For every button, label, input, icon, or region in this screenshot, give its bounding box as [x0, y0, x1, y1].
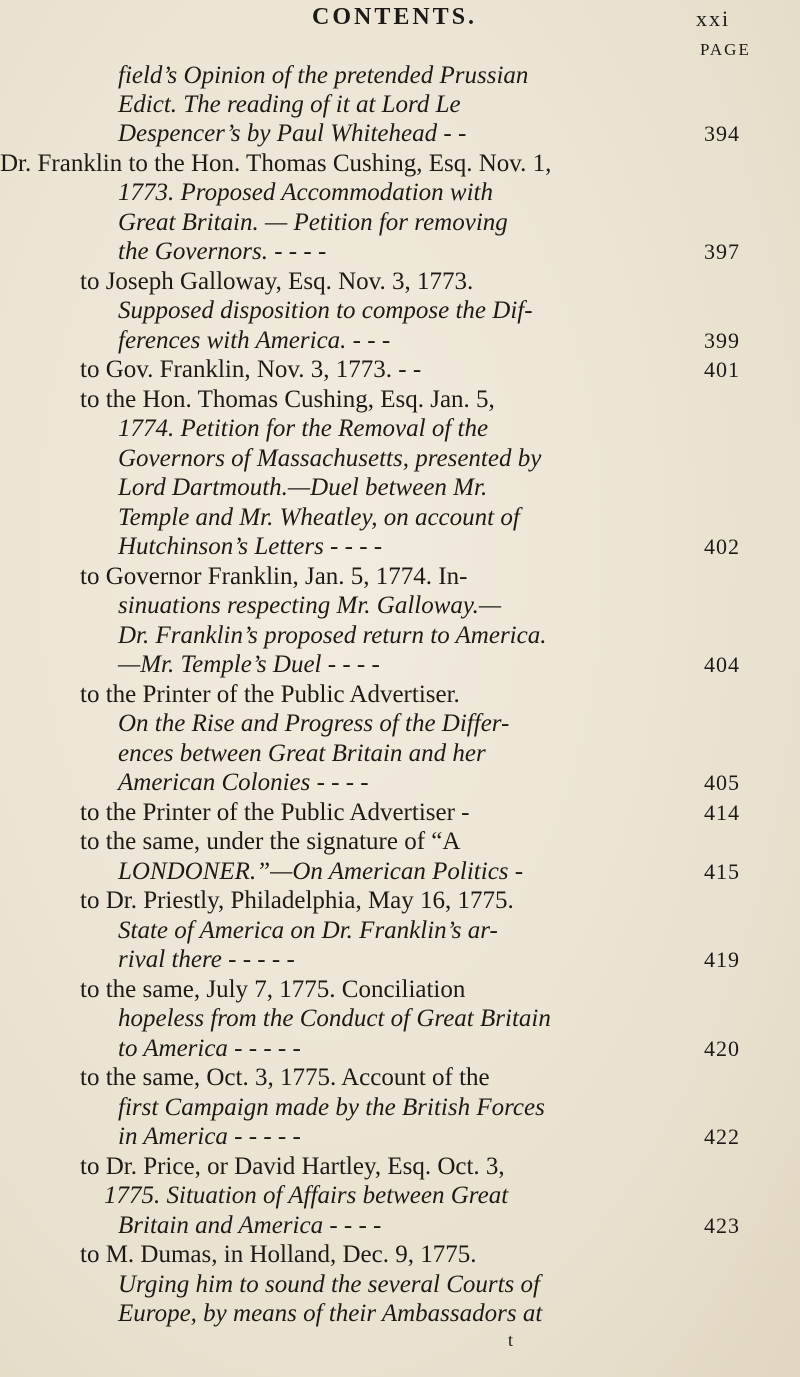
contents-line: Governors of Massachusetts, presented by [118, 445, 542, 472]
page-number: 394 [704, 121, 740, 146]
contents-line: to Dr. Price, or David Hartley, Esq. Oct. 3, [80, 1153, 505, 1180]
contents-line: Supposed disposition to compose the Dif- [118, 297, 533, 324]
contents-line: ferences with America. - - - [118, 327, 391, 354]
contents-line: State of America on Dr. Franklin’s ar- [118, 917, 498, 944]
folio-number: xxi [696, 6, 731, 31]
page-number: 401 [704, 357, 740, 382]
page-number: 423 [704, 1213, 740, 1238]
page-number: 397 [704, 239, 740, 264]
contents-line: to the same, Oct. 3, 1775. Account of the [80, 1064, 490, 1091]
running-title: CONTENTS. [312, 4, 478, 30]
contents-line: Great Britain. — Petition for removing [118, 209, 508, 236]
contents-line: the Governors. - - - - [118, 238, 327, 265]
contents-line: Dr. Franklin’s proposed return to America. [118, 622, 547, 649]
contents-line: Hutchinson’s Letters - - - - [118, 533, 383, 560]
contents-line: 1774. Petition for the Removal of the [118, 415, 489, 442]
contents-line: Dr. Franklin to the Hon. Thomas Cushing, Esq. Nov. 1, [0, 150, 552, 177]
contents-line: Lord Dartmouth.—Duel between Mr. [118, 474, 488, 501]
page-number: 415 [704, 859, 740, 884]
page-number: 419 [704, 947, 740, 972]
contents-line: to the Printer of the Public Advertiser. [80, 681, 460, 708]
contents-line: to Dr. Priestly, Philadelphia, May 16, 1775. [80, 887, 514, 914]
contents-line: to Governor Franklin, Jan. 5, 1774. In- [80, 563, 468, 590]
contents-line: 1775. Situation of Affairs between Great [104, 1182, 509, 1209]
page-column-label: PAGE [700, 40, 751, 59]
page-number: 422 [704, 1124, 740, 1149]
page-number: 414 [704, 800, 740, 825]
contents-line: 1773. Proposed Accommodation with [118, 179, 493, 206]
catchword-mark: t [508, 1330, 514, 1350]
contents-line: hopeless from the Conduct of Great Britain [118, 1005, 551, 1032]
running-head [0, 2, 800, 42]
page-number: 405 [704, 770, 740, 795]
contents-line: Britain and America - - - - [118, 1212, 382, 1239]
page-number: 404 [704, 652, 740, 677]
page-number: 402 [704, 534, 740, 559]
contents-line: Edict. The reading of it at Lord Le [118, 91, 461, 118]
contents-line: sinuations respecting Mr. Galloway.— [118, 592, 502, 619]
contents-line: to America - - - - - [118, 1035, 301, 1062]
contents-line: American Colonies - - - - [118, 769, 369, 796]
contents-line: first Campaign made by the British Forces [118, 1094, 545, 1121]
contents-line: ences between Great Britain and her [118, 740, 486, 767]
contents-line: in America - - - - - [118, 1123, 301, 1150]
contents-line: Despencer’s by Paul Whitehead - - [118, 120, 467, 147]
contents-line: LONDONER.”—On American Politics - [118, 858, 524, 885]
contents-line: Europe, by means of their Ambassadors at [118, 1300, 543, 1327]
contents-line: to the Printer of the Public Advertiser - [80, 799, 470, 826]
page-number: 399 [704, 328, 740, 353]
contents-line: to M. Dumas, in Holland, Dec. 9, 1775. [80, 1241, 477, 1268]
contents-line: rival there - - - - - [118, 946, 295, 973]
contents-line: Temple and Mr. Wheatley, on account of [118, 504, 520, 531]
contents-line: —Mr. Temple’s Duel - - - - [118, 651, 380, 678]
contents-line: to the Hon. Thomas Cushing, Esq. Jan. 5, [80, 386, 495, 413]
contents-line: to Gov. Franklin, Nov. 3, 1773. - - [80, 356, 422, 383]
contents-line: field’s Opinion of the pretended Prussian [118, 62, 529, 89]
contents-line: to the same, under the signature of “A [80, 828, 461, 855]
contents-line: On the Rise and Progress of the Differ- [118, 710, 510, 737]
contents-line: to Joseph Galloway, Esq. Nov. 3, 1773. [80, 268, 474, 295]
contents-line: Urging him to sound the several Courts of [118, 1271, 540, 1298]
page-number: 420 [704, 1036, 740, 1061]
contents-line: to the same, July 7, 1775. Conciliation [80, 976, 466, 1003]
